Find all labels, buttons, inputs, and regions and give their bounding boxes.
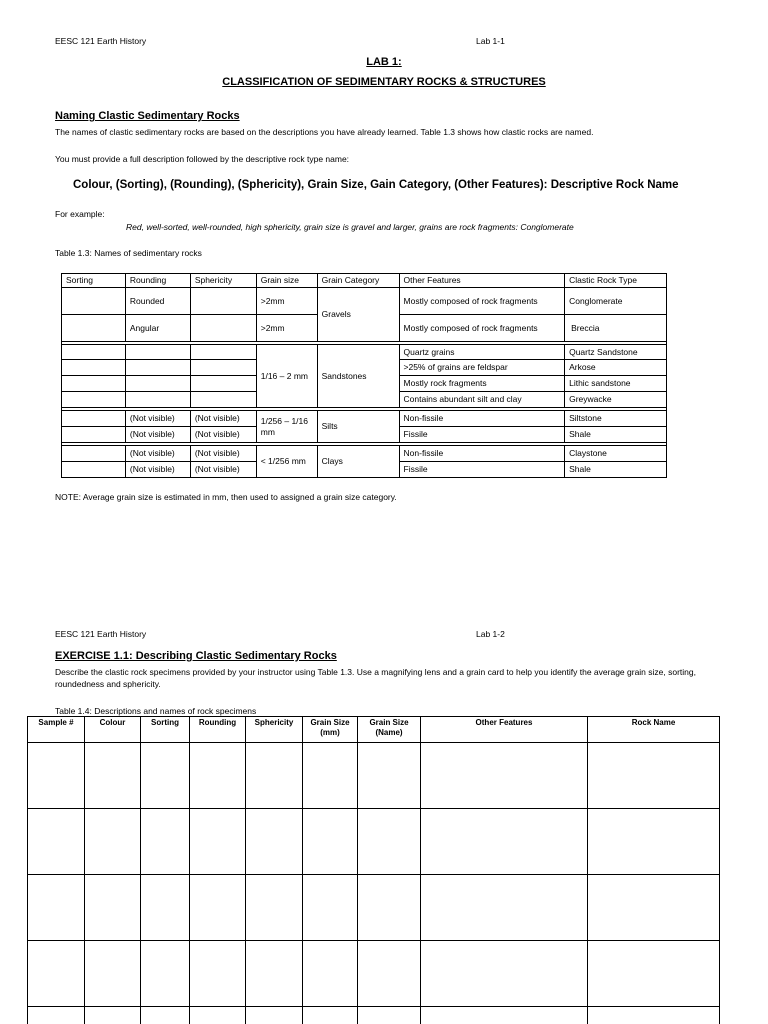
sphericity-cell: (Not visible) <box>190 427 256 443</box>
course-header: EESC 121 Earth History <box>55 629 147 639</box>
header-cell: Sphericity <box>246 717 303 743</box>
header-cell: Rounding <box>125 274 190 288</box>
sphericity-cell: (Not visible) <box>190 411 256 427</box>
features-cell: Contains abundant silt and clay <box>399 392 565 408</box>
grain-category-cell: Silts <box>317 411 399 443</box>
header-cell: Grain Size (mm) <box>303 717 358 743</box>
grain-category-cell: Sandstones <box>317 345 399 408</box>
features-cell: Fissile <box>399 427 565 443</box>
rock-type-cell: Claystone <box>565 446 667 462</box>
grain-size-cell: < 1/256 mm <box>256 446 317 478</box>
table-header-row <box>28 717 720 743</box>
naming-formula: Colour, (Sorting), (Rounding), (Sphericity), Grain Size, Gain Category, (Other Features): Descriptive Rock Name <box>73 179 679 191</box>
rock-type-cell: Conglomerate <box>565 288 667 315</box>
instruction-text: You must provide a full description followed by the descriptive rock type name: <box>55 154 350 164</box>
rock-type-cell: Shale <box>565 427 667 443</box>
table-row <box>28 941 720 1007</box>
lab-subtitle: CLASSIFICATION OF SEDIMENTARY ROCKS & STRUCTURES <box>222 76 546 88</box>
course-header: EESC 121 Earth History <box>55 36 147 46</box>
rounding-cell: Rounded <box>125 288 190 315</box>
rock-type-cell: Siltstone <box>565 411 667 427</box>
example-text: Red, well-sorted, well-rounded, high sphericity, grain size is gravel and larger, grains are rock fragments: Conglomerate <box>126 222 574 232</box>
header-cell: Grain size <box>256 274 317 288</box>
header-cell: Grain Size (Name) <box>358 717 421 743</box>
table-row <box>62 411 667 427</box>
table-1-4 <box>27 716 720 1024</box>
table-header-row <box>62 274 667 288</box>
table-row <box>62 345 667 360</box>
grain-category-cell: Gravels <box>317 288 399 342</box>
exercise-title: EXERCISE 1.1: Describing Clastic Sedimentary Rocks <box>55 650 337 662</box>
features-cell: Non-fissile <box>399 411 565 427</box>
example-label: For example: <box>55 209 105 219</box>
header-cell: Sorting <box>141 717 190 743</box>
features-cell: Non-fissile <box>399 446 565 462</box>
table-row <box>62 288 667 315</box>
grain-size-cell: >2mm <box>256 288 317 315</box>
note-text: NOTE: Average grain size is estimated in mm, then used to assigned a grain size category. <box>55 492 397 502</box>
page-label: Lab 1-2 <box>476 629 505 639</box>
rock-type-cell: Shale <box>565 462 667 478</box>
rounding-cell: (Not visible) <box>125 462 190 478</box>
header-cell: Other Features <box>399 274 565 288</box>
grain-size-cell: >2mm <box>256 315 317 342</box>
header-cell: Other Features <box>421 717 588 743</box>
table-1-3-caption: Table 1.3: Names of sedimentary rocks <box>55 248 202 258</box>
intro-text: The names of clastic sedimentary rocks are based on the descriptions you have already learned. Table 1.3 shows how clastic rocks are named. <box>55 127 594 137</box>
header-cell: Grain Category <box>317 274 399 288</box>
lab-title: LAB 1: <box>366 56 402 68</box>
header-cell: Sorting <box>62 274 126 288</box>
grain-category-cell: Clays <box>317 446 399 478</box>
features-cell: Quartz grains <box>399 345 565 360</box>
header-cell: Sample # <box>28 717 85 743</box>
rock-type-cell: Breccia <box>565 315 667 342</box>
table-row <box>28 809 720 875</box>
table-row <box>62 446 667 462</box>
rounding-cell: (Not visible) <box>125 427 190 443</box>
header-cell: Rock Name <box>588 717 720 743</box>
rock-type-cell: Arkose <box>565 360 667 376</box>
table-1-4-caption: Table 1.4: Descriptions and names of rock specimens <box>55 706 257 716</box>
rock-type-cell: Quartz Sandstone <box>565 345 667 360</box>
features-cell: Mostly composed of rock fragments <box>399 288 565 315</box>
grain-size-cell: 1/256 – 1/16 mm <box>256 411 317 443</box>
rounding-cell: (Not visible) <box>125 411 190 427</box>
rock-type-cell: Greywacke <box>565 392 667 408</box>
rounding-cell: (Not visible) <box>125 446 190 462</box>
table-row <box>28 875 720 941</box>
rock-type-cell: Lithic sandstone <box>565 376 667 392</box>
page-label: Lab 1-1 <box>476 36 505 46</box>
section-title: Naming Clastic Sedimentary Rocks <box>55 110 240 122</box>
table-row <box>28 1007 720 1024</box>
grain-size-cell: 1/16 – 2 mm <box>256 345 317 408</box>
table-1-3 <box>61 273 667 478</box>
sphericity-cell: (Not visible) <box>190 462 256 478</box>
features-cell: Mostly rock fragments <box>399 376 565 392</box>
rounding-cell: Angular <box>125 315 190 342</box>
features-cell: >25% of grains are feldspar <box>399 360 565 376</box>
header-cell: Sphericity <box>190 274 256 288</box>
exercise-text: Describe the clastic rock specimens provided by your instructor using Table 1.3. Use a magnifying lens and a grain card to help you identify the average grain size, sorting, roundedness and sphericity. <box>55 667 696 689</box>
features-cell: Mostly composed of rock fragments <box>399 315 565 342</box>
features-cell: Fissile <box>399 462 565 478</box>
table-row <box>28 743 720 809</box>
header-cell: Rounding <box>190 717 246 743</box>
header-cell: Colour <box>85 717 141 743</box>
sphericity-cell: (Not visible) <box>190 446 256 462</box>
header-cell: Clastic Rock Type <box>565 274 667 288</box>
